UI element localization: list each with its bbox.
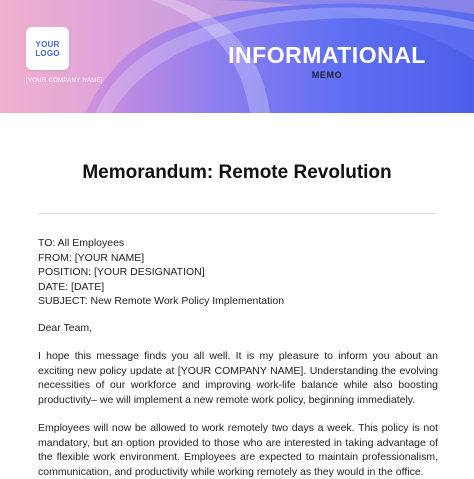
logo-text-line2: LOGO: [35, 48, 60, 58]
memo-header-fields: [38, 236, 438, 309]
memo-subject-line: SUBJECT: New Remote Work Policy Implementation: [38, 295, 285, 307]
banner-title: INFORMATIONAL: [228, 42, 426, 68]
banner-subtitle: MEMO: [311, 70, 343, 80]
paragraph-2-text: Employees will now be allowed to work remotely two days a week. This policy is not mandatory, but an option provided to those who are interested in taking advantage of the flexible work environment. Employees are expected to maintain professionalism, communication, and productivity while working remotely as they would in the office.: [38, 422, 438, 478]
memo-from-line: FROM: [YOUR NAME]: [38, 251, 145, 264]
company-name-label: [YOUR COMPANY NAME]: [26, 78, 103, 84]
logo-text-line1: YOUR: [35, 39, 60, 49]
document-title: Memorandum: Remote Revolution: [82, 162, 392, 183]
header-banner: [0, 0, 474, 113]
memo-to-line: TO: All Employees: [38, 237, 125, 249]
memo-date-line: DATE: [DATE]: [38, 280, 105, 293]
memo-paragraph-2: [38, 421, 438, 479]
memo-position-line: POSITION: [YOUR DESIGNATION]: [38, 266, 205, 278]
paragraph-1-text: I hope this message finds you all well. It is my pleasure to inform you about an exciting new policy update at [YOUR COMPANY NAME]. Understanding the evolving necessities of our workforce and improving work-life balance while also boosting productivity– we will implement a new remote work policy, beginning immediately.: [38, 350, 438, 406]
greeting-text: Dear Team,: [38, 322, 93, 334]
memo-greeting: [38, 321, 438, 336]
company-logo: [26, 27, 69, 70]
title-divider: [38, 213, 436, 214]
memo-paragraph-1: [38, 349, 438, 407]
